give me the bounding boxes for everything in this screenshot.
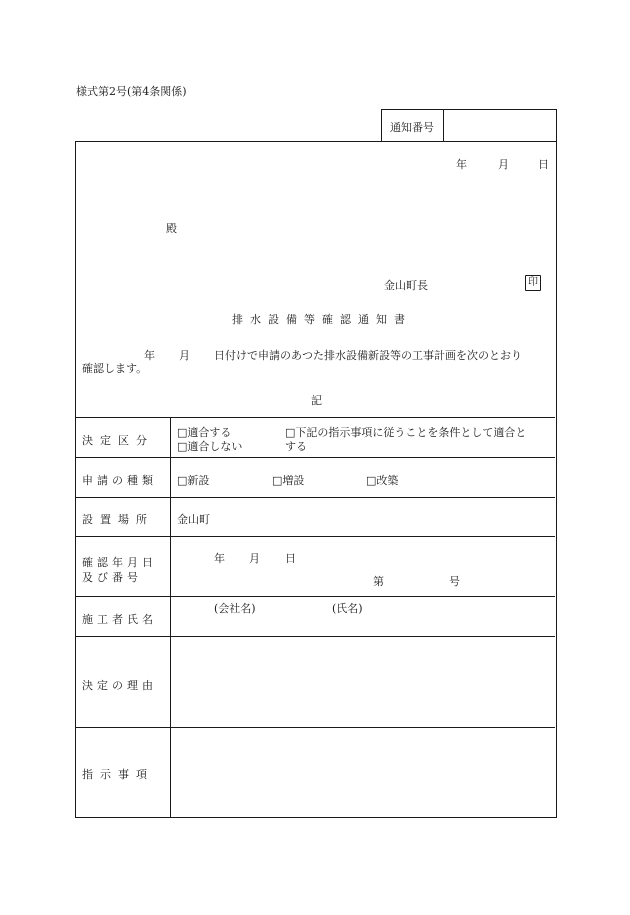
decision-option-conditional-cont: する [285,440,307,453]
body-year: 年 [144,349,155,362]
confirmation-day: 日 [285,552,296,565]
decision-option-conditional[interactable]: □下記の指示事項に従うことを条件として適合と [285,426,527,439]
notice-number-field[interactable] [452,119,548,133]
issuer-name: 金山町長 [384,279,428,292]
notice-number-box [381,109,557,142]
confirmation-number-prefix: 第 [373,575,384,588]
decision-label: 決定区分 [82,434,154,447]
body-month: 月 [179,349,190,362]
location-value[interactable]: 金山町 [177,513,210,526]
confirmation-label-2: 及び番号 [82,571,142,584]
date-day: 日 [538,158,549,171]
application-option-new[interactable]: □新設 [177,474,210,487]
body-text-line1: 日付けで申請のあつた排水設備新設等の工事計画を次のとおり [214,349,522,362]
contractor-name-caption: (氏名) [332,602,363,615]
date-year: 年 [456,158,467,171]
document-title: 排水設備等確認通知書 [232,313,412,326]
notice-form [75,141,557,818]
reason-field[interactable] [177,648,547,718]
contractor-label: 施工者氏名 [82,613,157,626]
instructions-field[interactable] [177,738,547,808]
date-month: 月 [498,158,509,171]
contractor-company-caption: (会社名) [214,602,256,615]
decision-option-fail[interactable]: □適合しない [177,440,243,453]
location-label: 設置場所 [82,513,154,526]
confirmation-label-1: 確認年月日 [82,556,157,569]
addressee-honorific: 殿 [166,222,177,235]
date-line [456,156,549,172]
application-type-label: 申請の種類 [82,474,157,487]
notice-number-label: 通知番号 [390,121,434,134]
confirmation-number-suffix: 号 [449,575,460,588]
instructions-label: 指示事項 [82,768,154,781]
reason-label: 決定の理由 [82,679,157,692]
form-number-label: 様式第2号(第4条関係) [76,85,187,98]
ki-mark: 記 [311,394,322,407]
application-option-add[interactable]: □増設 [272,474,305,487]
decision-option-pass[interactable]: □適合する [177,426,232,439]
confirmation-month: 月 [249,552,260,565]
seal-mark: 印 [525,275,541,291]
body-text-line2: 確認します。 [82,362,148,375]
application-option-modify[interactable]: □改築 [366,474,399,487]
details-table [76,417,555,816]
confirmation-year: 年 [214,552,225,565]
